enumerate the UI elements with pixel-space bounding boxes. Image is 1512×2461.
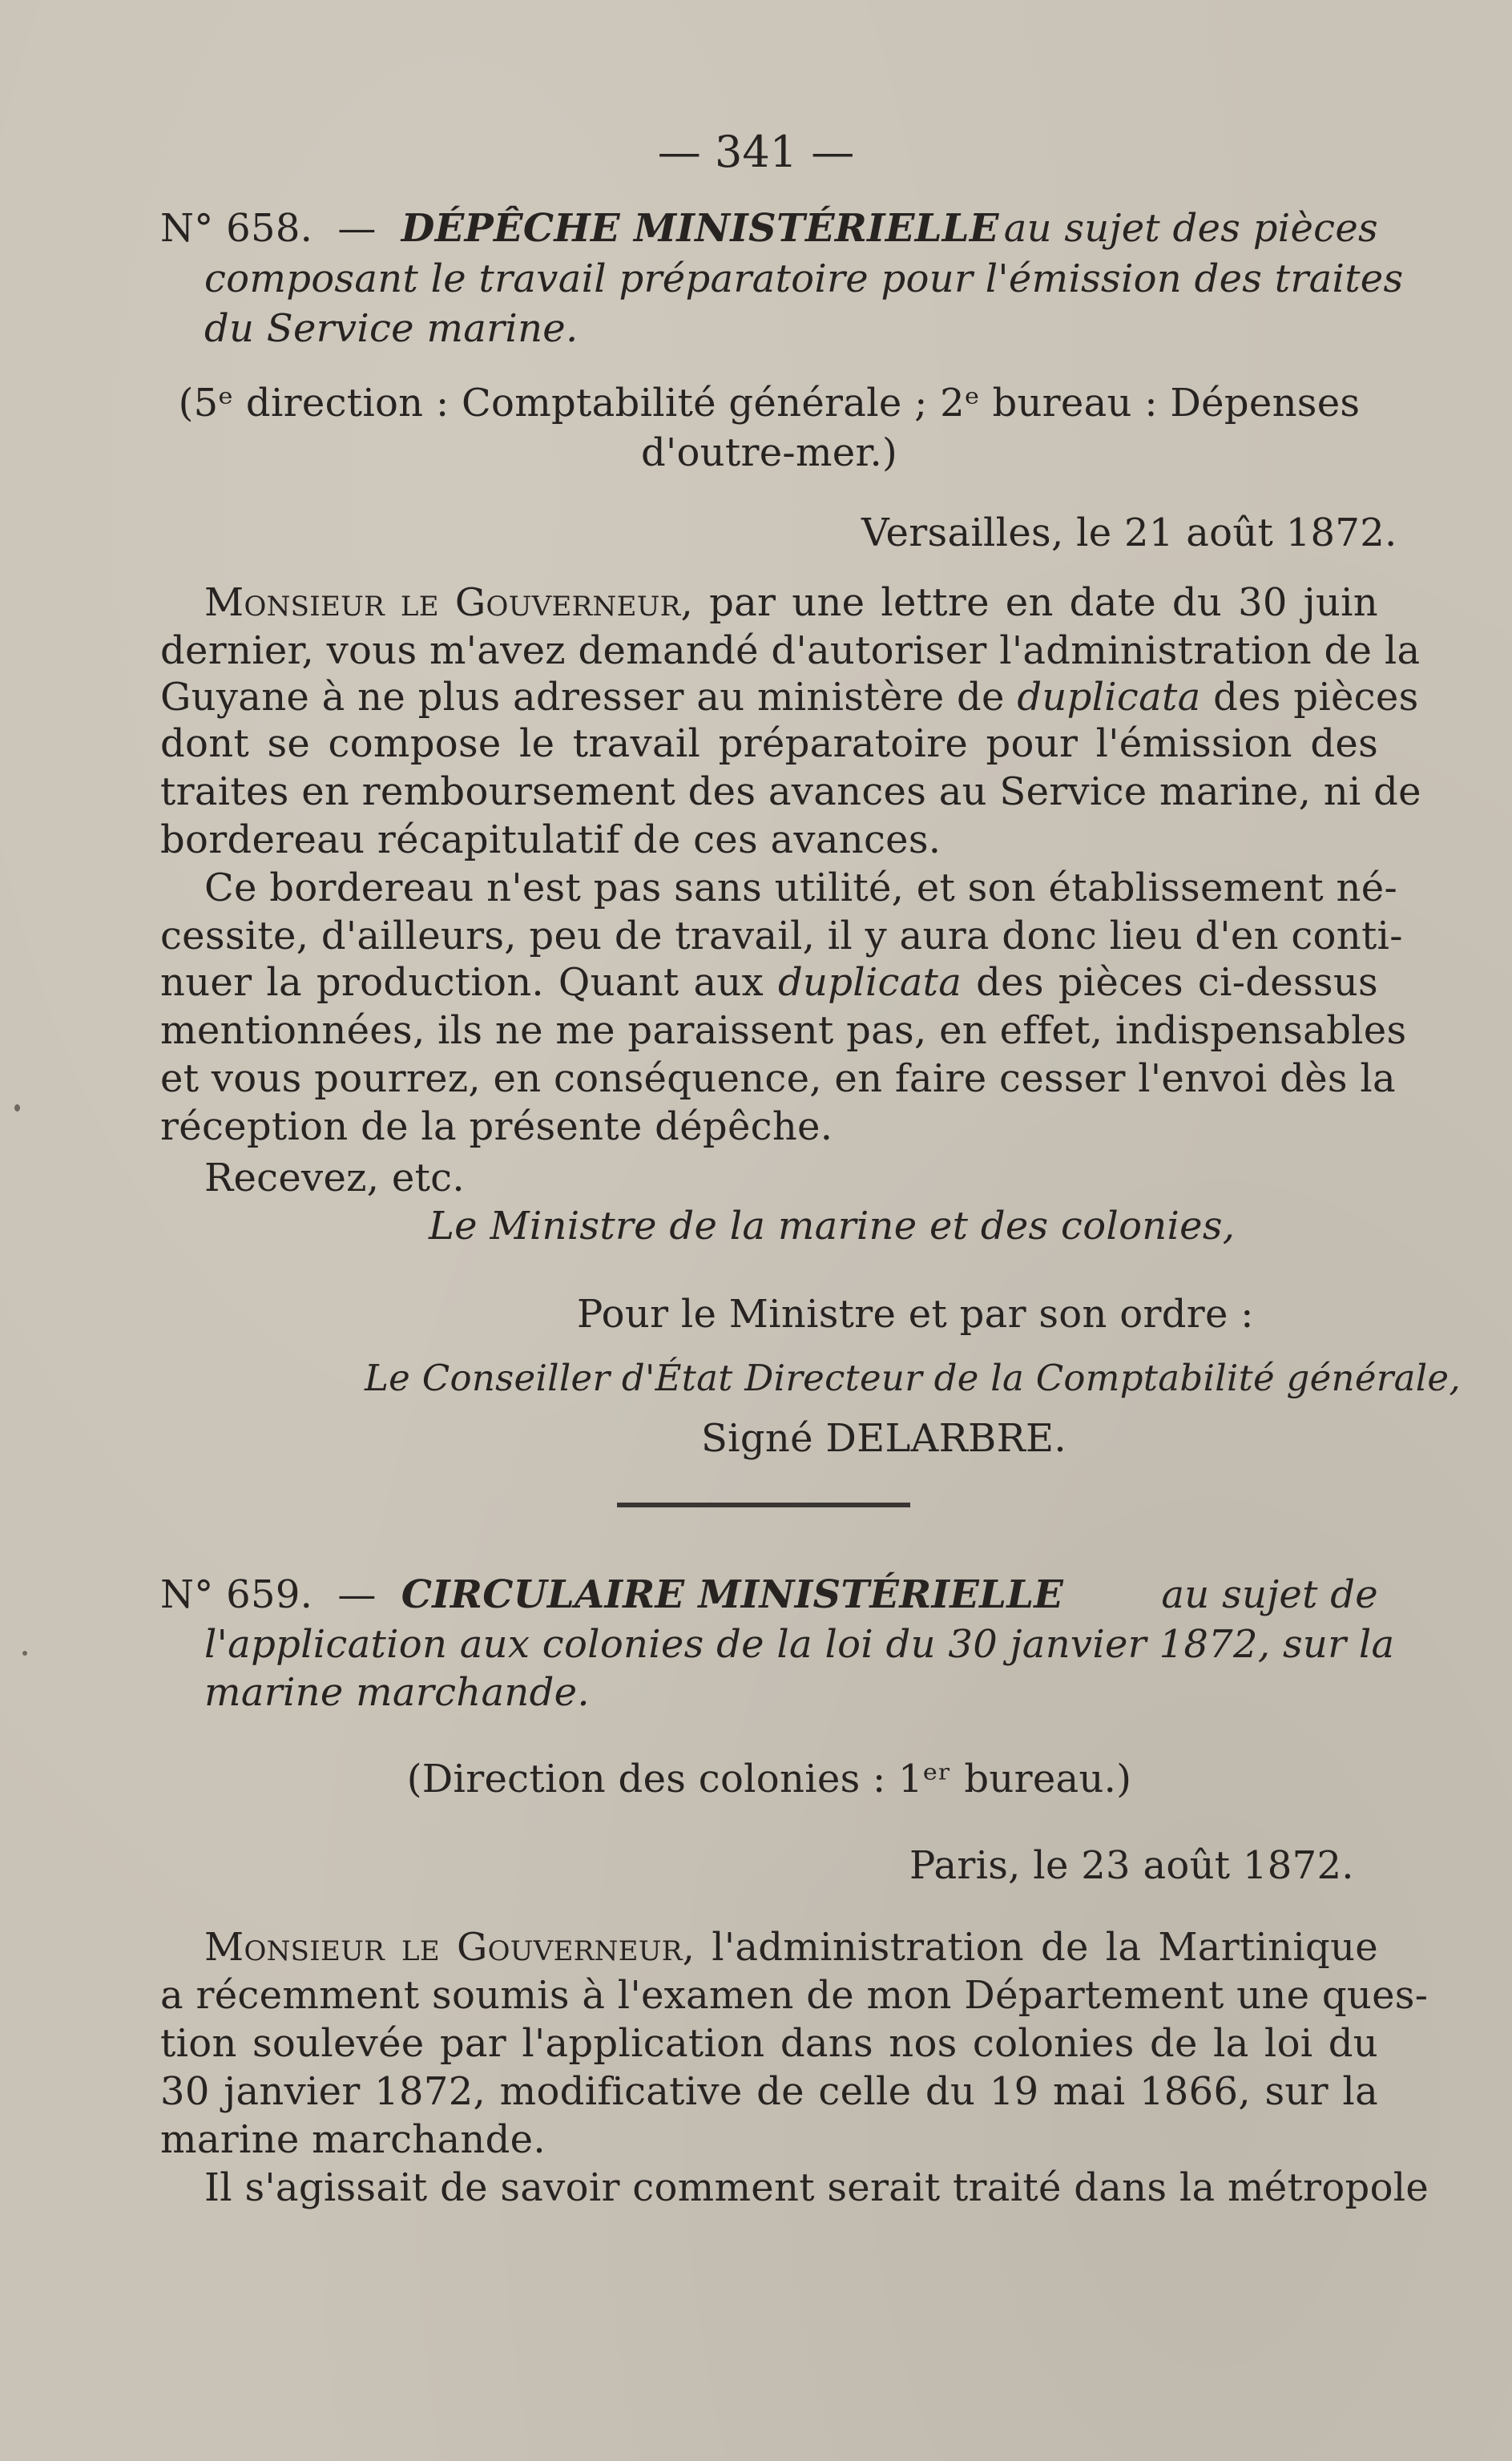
doc658-body-line6: bordereau récapitulatif de ces avances. [160,817,941,862]
doc658-heading-line3: du Service marine. [204,306,579,351]
doc658-body-line1: Monsieur le Gouverneur, par une lettre en date du 30 juin [204,580,1378,625]
paper-speck [22,1651,27,1656]
doc659-dateline: Paris, le 23 août 1872. [909,1843,1354,1888]
doc658-body-line3: Guyane à ne plus adresser au ministère de duplicata des pièces [160,675,1419,720]
doc659-heading-line1 [160,1571,1378,1619]
doc658-body-line5: traites en remboursement des avances au Service marine, ni de [160,769,1421,814]
doc658-body-line8: cessite, d'ailleurs, peu de travail, il y aura donc lieu d'en conti- [160,914,1403,958]
doc658-direction-line2: d'outre-mer.) [640,430,898,475]
doc658-title: DÉPÊCHE MINISTÉRIELLE [401,206,999,251]
doc658-closing: Recevez, etc. [204,1156,465,1200]
doc658-dateline: Versailles, le 21 août 1872. [861,510,1397,555]
doc658-heading-line2: composant le travail préparatoire pour l'émission des traites [204,256,1404,301]
doc658-body-line12: réception de la présente dépêche. [160,1104,833,1149]
page-number: — 341 — [657,127,855,177]
doc658-body-line11: et vous pourrez, en conséquence, en faire cesser l'envoi dès la [160,1056,1396,1101]
doc658-body-line9: nuer la production. Quant aux duplicata des pièces ci-dessus [160,960,1378,1005]
doc658-body-line2: dernier, vous m'avez demandé d'autoriser l'administration de la [160,628,1421,673]
doc658-heading-rest: au sujet des pièces [1003,206,1378,251]
doc658-direction-line1: (5ᵉ direction : Comptabilité générale ; 2ᵉ bureau : Dépenses [178,381,1361,426]
doc659-body-line5: marine marchande. [160,2117,546,2162]
doc659-heading-rest: au sujet de [1161,1572,1378,1617]
doc658-salutation: Monsieur le Gouverneur, [204,580,694,625]
doc659-dash: — [337,1572,377,1617]
doc659-body-line3: tion soulevée par l'application dans nos colonies de la loi du [160,2021,1378,2066]
doc659-direction: (Direction des colonies : 1ᵉʳ bureau.) [406,1757,1132,1801]
paper-speck [14,1104,20,1111]
doc658-signature-minister: Le Ministre de la marine et des colonies, [429,1204,1236,1249]
doc659-number: N° 659. [160,1572,313,1617]
doc658-body-line10: mentionnées, ils ne me paraissent pas, en effet, indispensables [160,1008,1407,1053]
doc658-dash: — [337,206,377,251]
doc659-body-line6: Il s'agissait de savoir comment serait traité dans la métropole [204,2165,1429,2210]
doc658-duplicata-1: duplicata [1017,675,1201,720]
doc659-heading-line2: l'application aux colonies de la loi du 30 janvier 1872, sur la [204,1622,1395,1667]
doc658-body-line4: dont se compose le travail préparatoire pour l'émission des [160,721,1378,766]
doc659-body-line4: 30 janvier 1872, modificative de celle du 19 mai 1866, sur la [160,2069,1378,2114]
section-divider [617,1503,910,1507]
doc659-body-line1: Monsieur le Gouverneur, l'administration de la Martinique [204,1925,1378,1970]
doc659-salutation: Monsieur le Gouverneur, [204,1925,696,1970]
doc659-heading-line3: marine marchande. [204,1670,590,1715]
doc658-signature-title: Le Conseiller d'État Directeur de la Comptabilité générale, [365,1357,1461,1399]
doc658-body-line7: Ce bordereau n'est pas sans utilité, et son établissement né- [204,865,1397,910]
doc659-title: CIRCULAIRE MINISTÉRIELLE [401,1572,1064,1617]
doc658-number: N° 658. [160,206,313,251]
doc658-signature-order: Pour le Ministre et par son ordre : [577,1292,1254,1337]
doc659-body-line2: a récemment soumis à l'examen de mon Département une ques- [160,1973,1429,2018]
doc658-duplicata-2: duplicata [777,960,962,1005]
doc658-heading-line1 [160,204,1378,252]
doc658-signature-name: Signé DELARBRE. [701,1416,1066,1461]
